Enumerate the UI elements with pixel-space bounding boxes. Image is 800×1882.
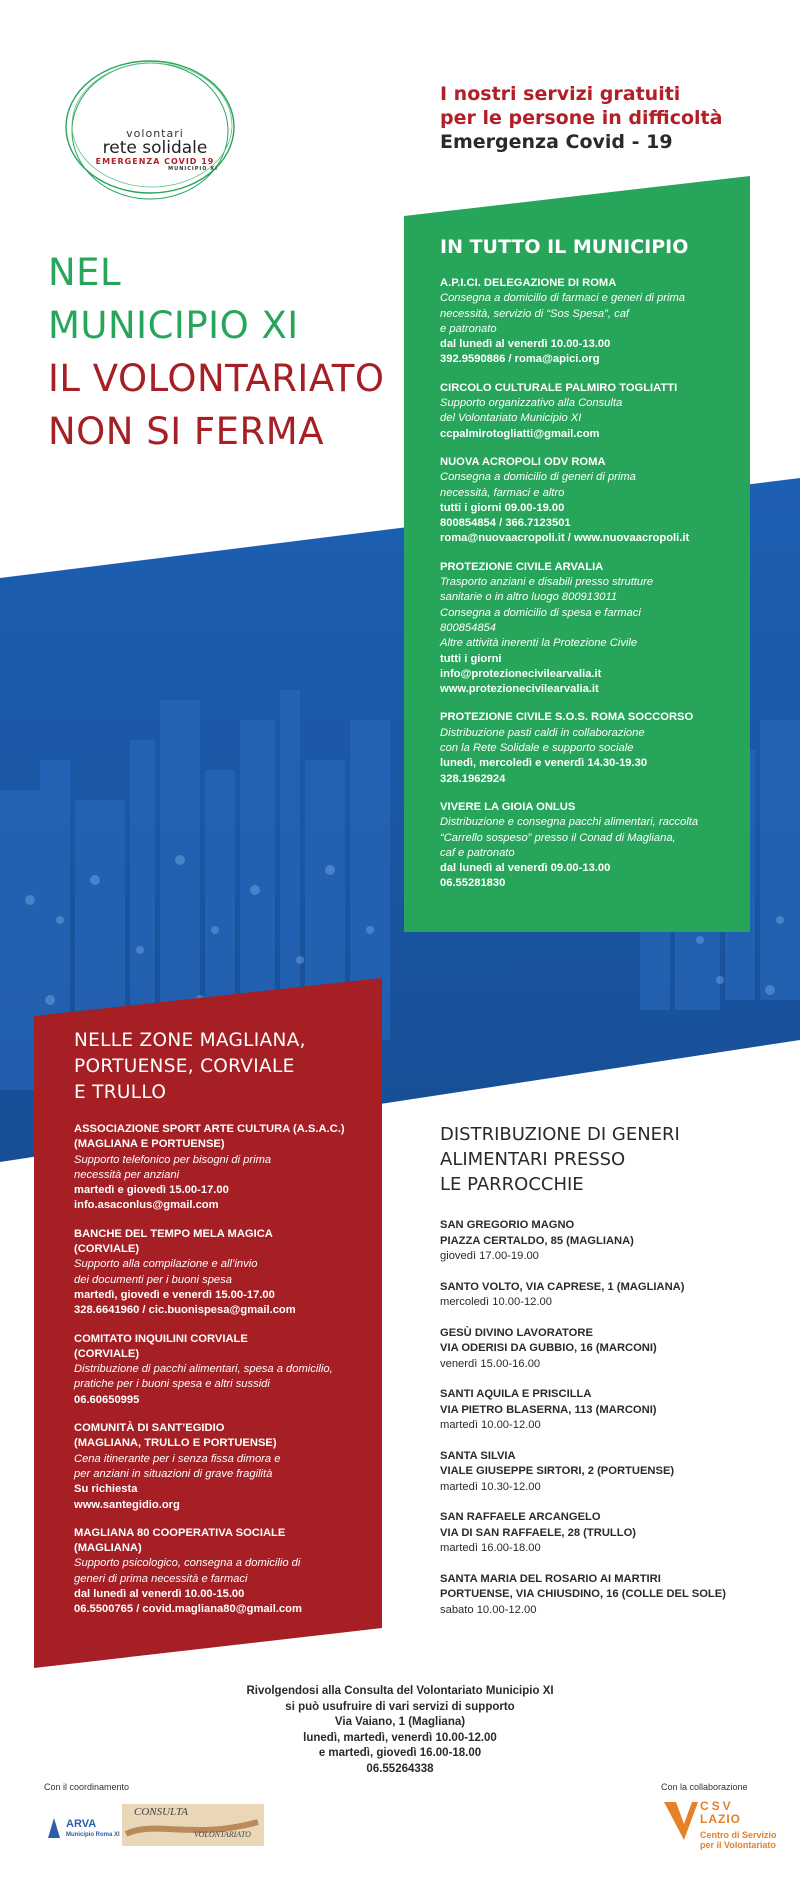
service-contact: lunedì, mercoledì e venerdì 14.30-19.30 <box>440 757 648 770</box>
footer-line: si può usufruire di vari servizi di supporto <box>285 1700 515 1713</box>
service-description: Distribuzione pasti caldi in collaborazione <box>440 726 645 739</box>
service-contact: www.protezionecivilearvalia.it <box>440 683 599 696</box>
headline-line-3: IL VOLONTARIATO <box>48 357 385 400</box>
parrocchie-title-line: LE PARROCCHIE <box>440 1174 584 1195</box>
service-description: e patronato <box>440 322 497 335</box>
service-contact: 800854854 / 366.7123501 <box>440 517 571 530</box>
service-contact: 06.60650995 <box>74 1393 140 1406</box>
tagline <box>440 82 760 154</box>
service-contact: dal lunedì al venerdì 09.00-13.00 <box>440 862 611 875</box>
service-contact: tutti i giorni 09.00-19.00 <box>440 501 565 514</box>
service-contact: dal lunedì al venerdì 10.00-13.00 <box>440 338 611 351</box>
zone-title-line: NELLE ZONE MAGLIANA, <box>74 1030 306 1051</box>
parish-address: VIA PIETRO BLASERNA, 113 (MARCONI) <box>440 1403 657 1416</box>
service-description: necessità, servizio di “Sos Spesa”, caf <box>440 307 630 320</box>
service-contact: ccpalmirotogliatti@gmail.com <box>440 427 600 440</box>
parish-name: GESÙ DIVINO LAVORATORE <box>440 1326 593 1339</box>
municipio-list <box>440 276 760 905</box>
service-description: necessità per anziani <box>74 1168 180 1181</box>
service-description: Supporto alla compilazione e all’invio <box>74 1258 258 1271</box>
zone-title-line: E TRULLO <box>74 1082 167 1103</box>
logo-emergenza: EMERGENZA COVID 19 <box>95 157 215 166</box>
service-contact: info.asaconlus@gmail.com <box>74 1199 219 1212</box>
municipio-title: IN TUTTO IL MUNICIPIO <box>440 236 689 258</box>
service-description: Cena itinerante per i senza fissa dimora e <box>74 1452 281 1465</box>
service-entry <box>74 1332 374 1408</box>
service-name: ASSOCIAZIONE SPORT ARTE CULTURA (A.S.A.C.) <box>74 1123 345 1135</box>
parish-address: VIA DI SAN RAFFAELE, 28 (TRULLO) <box>440 1526 636 1539</box>
service-entry <box>74 1421 374 1513</box>
service-name: NUOVA ACROPOLI ODV ROMA <box>440 455 606 468</box>
service-description: caf e patronato <box>440 846 515 859</box>
service-entry <box>440 381 760 442</box>
service-name: COMITATO INQUILINI CORVIALE <box>74 1332 248 1345</box>
parish-address: VIALE GIUSEPPE SIRTORI, 2 (PORTUENSE) <box>440 1465 675 1477</box>
service-contact: 06.5500765 / covid.magliana80@gmail.com <box>74 1603 302 1616</box>
footer-info <box>0 1684 800 1778</box>
parish-name: SANTA SILVIA <box>440 1449 516 1462</box>
csv-line-3: Centro di Servizio <box>700 1830 777 1840</box>
footer-line: e martedì, giovedì 16.00-18.00 <box>318 1747 482 1760</box>
service-entry <box>440 800 760 892</box>
tagline-line-2: per le persone in difficoltà <box>440 107 723 129</box>
service-description: con la Rete Solidale e supporto sociale <box>440 742 634 755</box>
parish-time: giovedì 17.00-19.00 <box>440 1250 539 1262</box>
tagline-line-1: I nostri servizi gratuiti <box>440 83 681 105</box>
service-name: (MAGLIANA E PORTUENSE) <box>74 1138 225 1151</box>
parish-address: PIAZZA CERTALDO, 85 (MAGLIANA) <box>440 1234 634 1247</box>
service-description: pratiche per i buoni spesa e altri sussidi <box>74 1378 270 1391</box>
service-description: Altre attività inerenti la Protezione Civile <box>440 637 638 650</box>
logo-municipio: MUNICIPIO XI <box>168 166 218 172</box>
service-entry <box>440 560 760 698</box>
headline-line-2: MUNICIPIO XI <box>48 304 299 347</box>
service-description: Consegna a domicilio di farmaci e generi di prima <box>440 292 685 305</box>
service-description: Supporto telefonico per bisogni di prima <box>74 1153 272 1166</box>
parrocchie-title-line: DISTRIBUZIONE DI GENERI <box>440 1124 680 1145</box>
headline <box>48 246 385 458</box>
parish-entry <box>440 1326 770 1373</box>
zone-title-line: PORTUENSE, CORVIALE <box>74 1056 295 1077</box>
headline-line-4: NON SI FERMA <box>48 410 325 453</box>
parish-time: sabato 10.00-12.00 <box>440 1603 537 1616</box>
service-entry <box>440 276 760 368</box>
service-name: A.P.I.CI. DELEGAZIONE DI ROMA <box>440 277 617 289</box>
tagline-line-3: Emergenza Covid - 19 <box>440 131 673 153</box>
service-contact: www.santegidio.org <box>74 1498 180 1511</box>
collaboration-label: Con la collaborazione <box>661 1782 748 1792</box>
parish-time: martedì 10.30-12.00 <box>440 1480 541 1493</box>
csv-description <box>700 1830 777 1850</box>
service-name: COMUNITÀ DI SANT’EGIDIO <box>74 1422 225 1435</box>
parish-address: VIA ODERISI DA GUBBIO, 16 (MARCONI) <box>440 1342 657 1354</box>
parish-name: SANTI AQUILA E PRISCILLA <box>440 1388 592 1400</box>
logo <box>70 128 240 172</box>
parish-time: mercoledì 10.00-12.00 <box>440 1296 552 1308</box>
parish-entry <box>440 1218 770 1265</box>
service-name: (MAGLIANA) <box>74 1542 142 1555</box>
logo-volontari: volontari <box>126 127 184 140</box>
service-name: PROTEZIONE CIVILE ARVALIA <box>440 560 604 573</box>
service-name: VIVERE LA GIOIA ONLUS <box>440 800 576 813</box>
logo-rete-solidale: rete solidale <box>102 138 208 158</box>
service-description: Supporto psicologico, consegna a domicilio di <box>74 1557 301 1570</box>
coordination-label: Con il coordinamento <box>44 1782 130 1792</box>
service-contact: roma@nuovaacropoli.it / www.nuovaacropoli.it <box>440 532 690 545</box>
zone-title <box>74 1028 306 1106</box>
service-contact: 06.55281830 <box>440 877 506 890</box>
footer-line: Via Vaiano, 1 (Magliana) <box>334 1716 466 1729</box>
service-contact: Su richiesta <box>74 1483 138 1496</box>
csv-name <box>700 1800 741 1826</box>
service-contact: martedì e giovedì 15.00-17.00 <box>74 1184 229 1197</box>
arva-consulta-logo <box>44 1800 264 1848</box>
arva-label: ARVA <box>66 1818 97 1830</box>
service-contact: 328.6641960 / cic.buonispesa@gmail.com <box>74 1304 296 1317</box>
service-description: generi di prima necessità e farmaci <box>74 1572 248 1585</box>
service-description: dei documenti per i buoni spesa <box>74 1273 232 1286</box>
service-entry <box>74 1122 374 1214</box>
service-description: per anziani in situazioni di grave fragilità <box>74 1467 273 1480</box>
service-contact: tutti i giorni <box>440 652 502 665</box>
arva-sub: Municipio Roma XI <box>66 1832 120 1838</box>
footer-line: 06.55264338 <box>366 1762 434 1775</box>
service-contact: 328.1962924 <box>440 772 506 785</box>
service-contact: info@protezionecivilearvalia.it <box>440 667 602 680</box>
service-contact: dal lunedì al venerdì 10.00-15.00 <box>74 1588 245 1601</box>
service-contact: 392.9590886 / roma@apici.org <box>440 353 600 366</box>
service-description: sanitarie o in altro luogo 800913011 <box>440 591 618 604</box>
service-contact: martedì, giovedì e venerdì 15.00-17.00 <box>74 1288 275 1301</box>
parish-time: venerdì 15.00-16.00 <box>440 1357 541 1370</box>
parrocchie-list <box>440 1218 770 1633</box>
parish-entry <box>440 1280 770 1311</box>
service-description: “Carrello sospeso” presso il Conad di Magliana, <box>440 831 676 844</box>
parish-name: SAN RAFFAELE ARCANGELO <box>440 1511 601 1523</box>
service-name: CIRCOLO CULTURALE PALMIRO TOGLIATTI <box>440 381 678 394</box>
service-description: del Volontariato Municipio XI <box>440 412 582 425</box>
service-name: (CORVIALE) <box>74 1347 140 1360</box>
parish-time: martedì 10.00-12.00 <box>440 1419 541 1431</box>
parish-entry <box>440 1510 770 1557</box>
consulta-sub: VOLONTARIATO <box>194 1830 251 1839</box>
footer-line: lunedì, martedì, venerdì 10.00-12.00 <box>303 1731 497 1744</box>
csv-line-2: LAZIO <box>700 1812 741 1826</box>
service-name: (MAGLIANA, TRULLO E PORTUENSE) <box>74 1437 277 1450</box>
parish-address: PORTUENSE, VIA CHIUSDINO, 16 (COLLE DEL SOLE) <box>440 1588 726 1600</box>
service-entry <box>74 1227 374 1319</box>
parish-name: SANTA MARIA DEL ROSARIO AI MARTIRI <box>440 1572 661 1585</box>
parrocchie-title-line: ALIMENTARI PRESSO <box>440 1149 626 1170</box>
parish-entry <box>440 1387 770 1434</box>
service-description: necessità, farmaci e altro <box>440 486 565 499</box>
service-name: BANCHE DEL TEMPO MELA MAGICA <box>74 1227 273 1240</box>
zone-list <box>74 1122 374 1631</box>
footer-line: Rivolgendosi alla Consulta del Volontariato Municipio XI <box>246 1685 554 1697</box>
service-description: Distribuzione di pacchi alimentari, spesa a domicilio, <box>74 1363 333 1376</box>
service-name: PROTEZIONE CIVILE S.O.S. ROMA SOCCORSO <box>440 711 694 724</box>
parish-name: SAN GREGORIO MAGNO <box>440 1219 575 1231</box>
csv-line-4: per il Volontariato <box>700 1840 776 1850</box>
service-description: Consegna a domicilio di spesa e farmaci <box>440 606 641 619</box>
service-description: Distribuzione e consegna pacchi alimentari, raccolta <box>440 816 699 829</box>
service-entry <box>440 455 760 547</box>
service-name: (CORVIALE) <box>74 1243 140 1256</box>
service-description: 800854854 <box>440 621 496 634</box>
parish-address: SANTO VOLTO, VIA CAPRESE, 1 (MAGLIANA) <box>440 1280 685 1293</box>
consulta-label: CONSULTA <box>134 1806 188 1818</box>
headline-line-1: NEL <box>48 251 122 294</box>
service-description: Supporto organizzativo alla Consulta <box>440 397 623 410</box>
service-entry <box>440 710 760 786</box>
parish-time: martedì 16.00-18.00 <box>440 1542 541 1554</box>
csv-line-1: CSV <box>700 1799 734 1813</box>
service-description: Consegna a domicilio di generi di prima <box>440 471 636 484</box>
service-name: MAGLIANA 80 COOPERATIVA SOCIALE <box>74 1526 286 1539</box>
parrocchie-title <box>440 1122 680 1197</box>
service-description: Trasporto anziani e disabili presso strutture <box>440 576 654 589</box>
service-entry <box>74 1526 374 1618</box>
parish-entry <box>440 1572 770 1619</box>
parish-entry <box>440 1449 770 1496</box>
